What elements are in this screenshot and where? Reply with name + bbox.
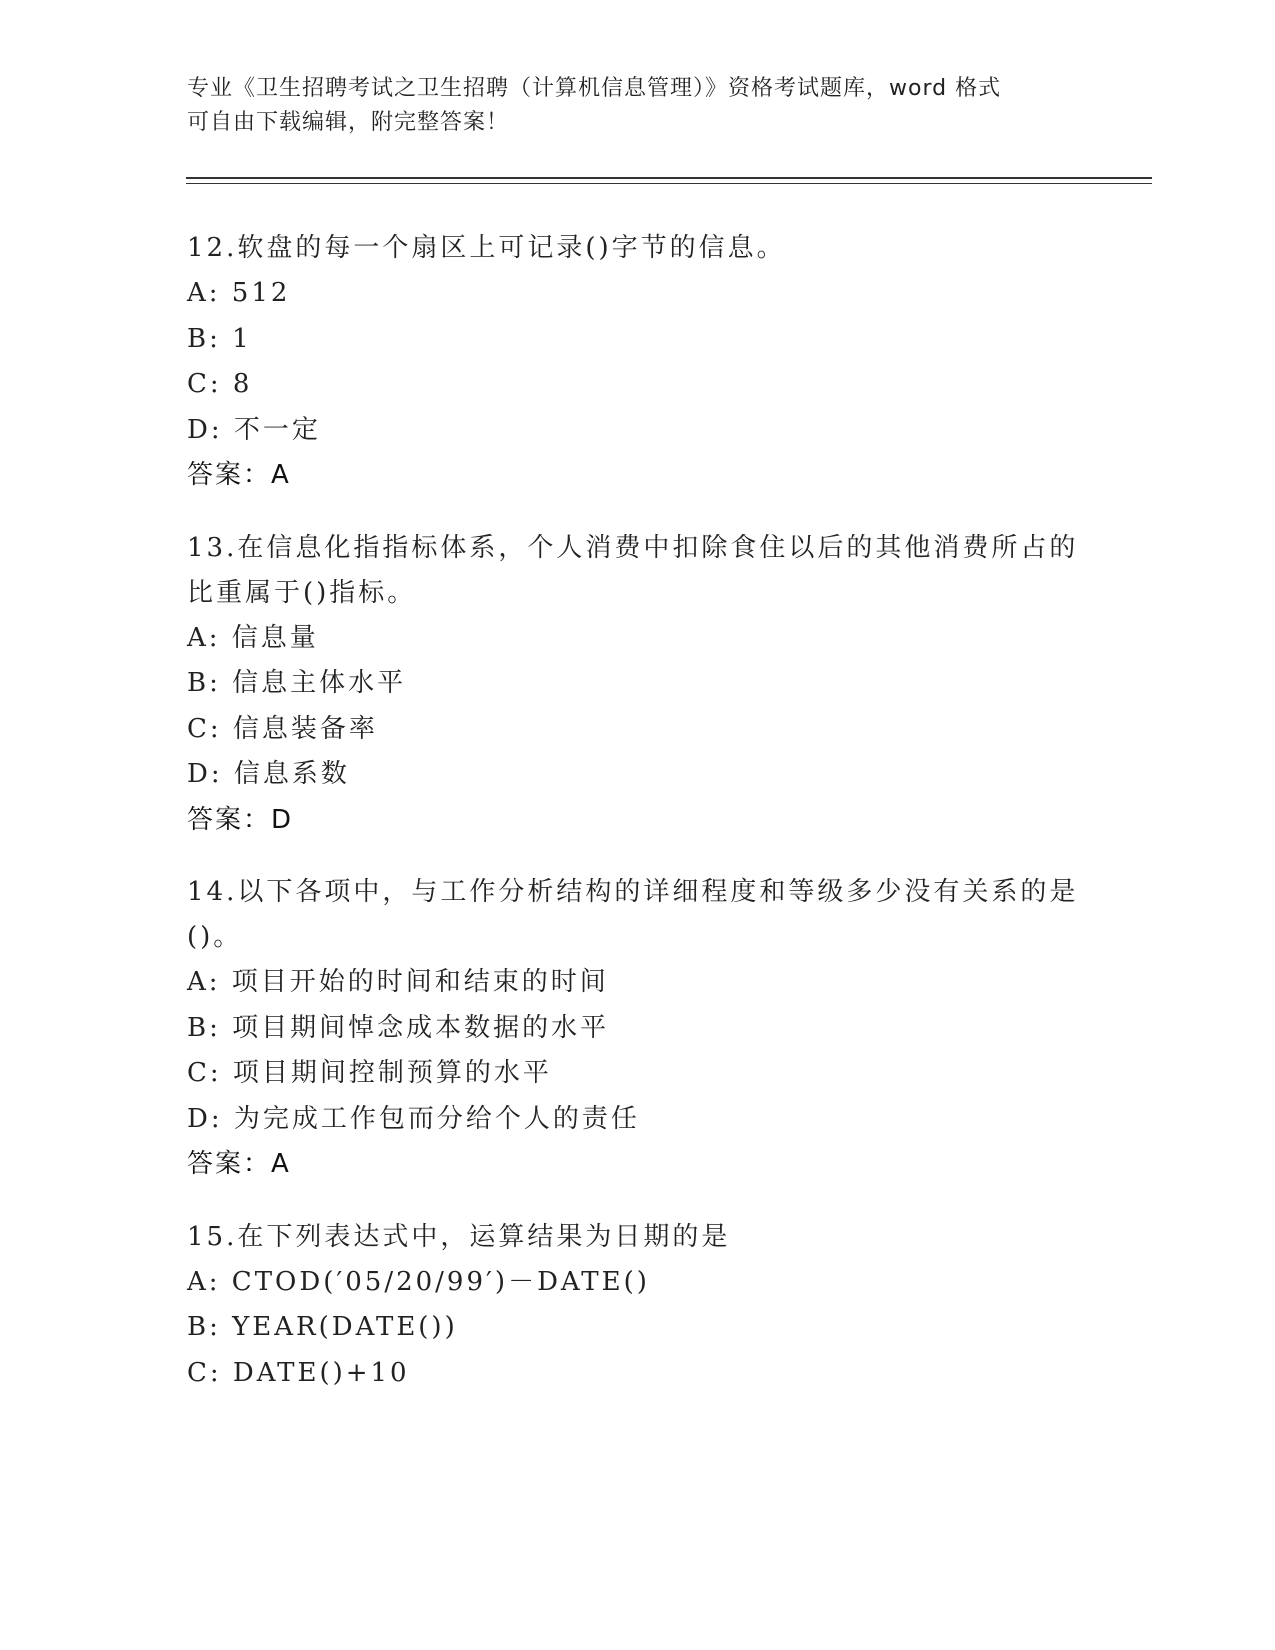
option-c: C: 8 [187,369,253,399]
option-b: B: YEAR(DATE()) [187,1312,458,1342]
answer-label: 答案：A [187,460,291,490]
option-a: A: 512 [187,278,291,308]
option-a: A: CTOD(′05/20/99′)－DATE() [187,1266,650,1297]
question-text: 13.在信息化指指标体系，个人消费中扣除食住以后的其他消费所占的比重属于()指标。 [187,532,1079,608]
question-15 [187,1215,1087,1397]
option-c: C: DATE()+10 [187,1357,410,1388]
option-b: B: 信息主体水平 [187,668,407,698]
question-12 [187,226,1087,499]
answer-label: 答案：A [187,1149,291,1179]
option-a: A: 项目开始的时间和结束的时间 [187,967,609,997]
header-divider-top [186,177,1152,179]
question-text: 15.在下列表达式中，运算结果为日期的是 [187,1221,731,1252]
option-c: C: 信息装备率 [187,713,378,744]
header-divider-bottom [186,183,1152,184]
question-list [187,226,1087,1423]
option-d: D: 信息系数 [187,759,350,789]
question-text: 14.以下各项中，与工作分析结构的详细程度和等级多少没有关系的是()。 [187,877,1079,952]
option-d: D: 不一定 [187,414,321,445]
question-14 [187,870,1087,1188]
question-13 [187,526,1087,844]
question-text: 12.软盘的每一个扇区上可记录()字节的信息。 [187,233,786,263]
header-line-1: 专业《卫生招聘考试之卫生招聘（计算机信息管理）》资格考试题库，word 格式 [187,76,1002,101]
option-c: C: 项目期间控制预算的水平 [187,1058,552,1088]
option-b: B: 1 [187,323,252,354]
option-d: D: 为完成工作包而分给个人的责任 [187,1103,640,1134]
document-header [187,72,1087,140]
answer-label: 答案：D [187,804,294,835]
option-a: A: 信息量 [187,622,319,653]
option-b: B: 项目期间悼念成本数据的水平 [187,1012,610,1043]
header-line-2: 可自由下载编辑，附完整答案！ [187,110,510,135]
